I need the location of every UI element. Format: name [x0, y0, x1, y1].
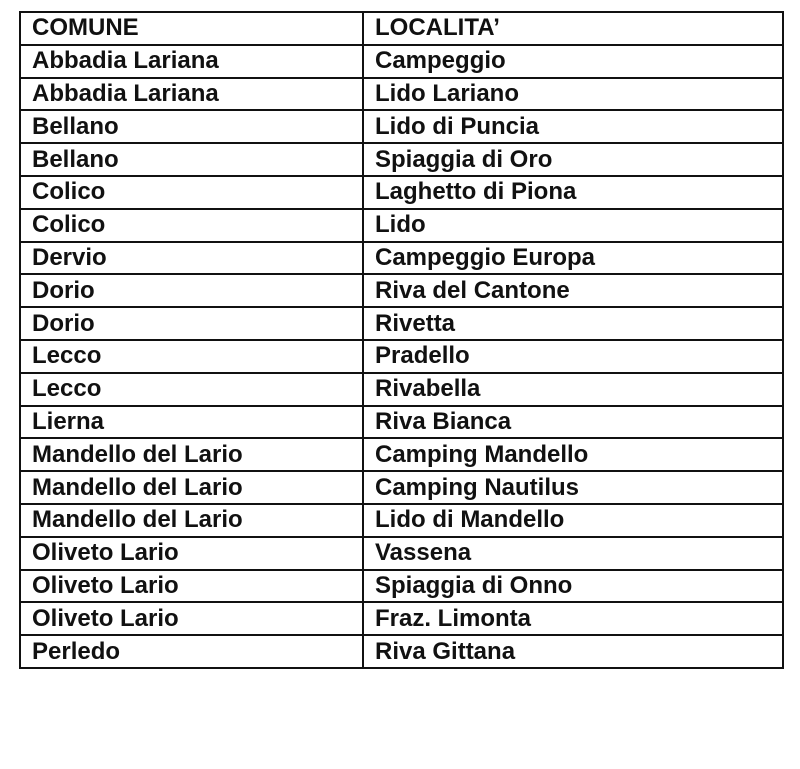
table-row — [20, 274, 783, 307]
table-row — [20, 537, 783, 570]
table-row — [20, 307, 783, 340]
cell-comune: Bellano — [20, 110, 363, 143]
table-row — [20, 602, 783, 635]
table-header — [20, 12, 783, 45]
cell-comune: Abbadia Lariana — [20, 78, 363, 111]
header-localita: LOCALITA’ — [363, 12, 783, 45]
table-row — [20, 635, 783, 668]
cell-localita: Camping Mandello — [363, 438, 783, 471]
table-row — [20, 471, 783, 504]
cell-comune: Dervio — [20, 242, 363, 275]
cell-localita: Pradello — [363, 340, 783, 373]
cell-localita: Campeggio Europa — [363, 242, 783, 275]
cell-localita: Riva del Cantone — [363, 274, 783, 307]
cell-localita: Lido — [363, 209, 783, 242]
cell-localita: Riva Bianca — [363, 406, 783, 439]
cell-comune: Mandello del Lario — [20, 504, 363, 537]
table-row — [20, 143, 783, 176]
cell-localita: Lido Lariano — [363, 78, 783, 111]
cell-localita: Laghetto di Piona — [363, 176, 783, 209]
cell-localita: Spiaggia di Onno — [363, 570, 783, 603]
cell-comune: Dorio — [20, 307, 363, 340]
cell-comune: Lecco — [20, 373, 363, 406]
table-row — [20, 209, 783, 242]
cell-localita: Rivetta — [363, 307, 783, 340]
cell-localita: Vassena — [363, 537, 783, 570]
cell-comune: Oliveto Lario — [20, 570, 363, 603]
table-row — [20, 438, 783, 471]
table-row — [20, 78, 783, 111]
comuni-localita-table — [19, 11, 784, 669]
cell-comune: Mandello del Lario — [20, 438, 363, 471]
table-row — [20, 406, 783, 439]
cell-localita: Spiaggia di Oro — [363, 143, 783, 176]
table-row — [20, 176, 783, 209]
table-row — [20, 242, 783, 275]
cell-comune: Abbadia Lariana — [20, 45, 363, 78]
cell-comune: Perledo — [20, 635, 363, 668]
table-row — [20, 110, 783, 143]
cell-comune: Lecco — [20, 340, 363, 373]
cell-localita: Rivabella — [363, 373, 783, 406]
cell-comune: Colico — [20, 209, 363, 242]
table-body — [20, 45, 783, 668]
cell-localita: Lido di Puncia — [363, 110, 783, 143]
cell-comune: Bellano — [20, 143, 363, 176]
cell-comune: Colico — [20, 176, 363, 209]
cell-localita: Lido di Mandello — [363, 504, 783, 537]
table-row — [20, 45, 783, 78]
table-row — [20, 504, 783, 537]
table-row — [20, 373, 783, 406]
cell-localita: Fraz. Limonta — [363, 602, 783, 635]
cell-comune: Mandello del Lario — [20, 471, 363, 504]
cell-localita: Camping Nautilus — [363, 471, 783, 504]
cell-comune: Oliveto Lario — [20, 602, 363, 635]
cell-comune: Lierna — [20, 406, 363, 439]
cell-comune: Dorio — [20, 274, 363, 307]
header-comune: COMUNE — [20, 12, 363, 45]
cell-comune: Oliveto Lario — [20, 537, 363, 570]
cell-localita: Riva Gittana — [363, 635, 783, 668]
table-row — [20, 570, 783, 603]
cell-localita: Campeggio — [363, 45, 783, 78]
header-row — [20, 12, 783, 45]
table-row — [20, 340, 783, 373]
